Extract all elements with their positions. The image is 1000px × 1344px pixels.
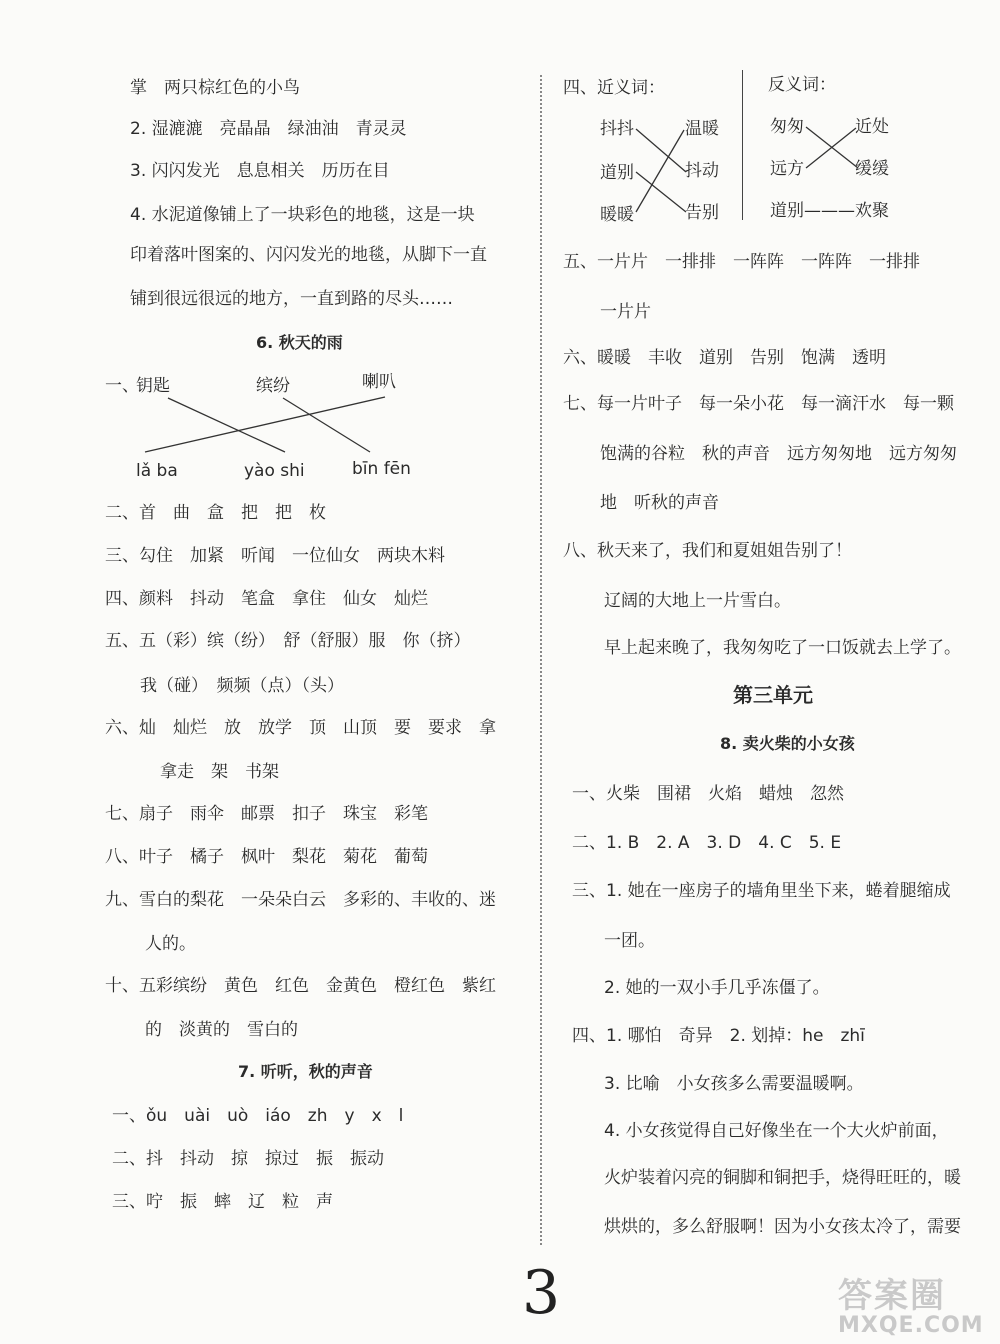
right-u2: 二、1. B 2. A 3. D 4. C 5. E <box>572 833 842 853</box>
left-q2: 二、首 曲 盒 把 把 枚 <box>105 503 326 523</box>
right-u4-d: 火炉装着闪亮的铜脚和铜把手，烧得旺旺的，暖 <box>604 1168 961 1188</box>
left-line-2: 2. 湿漉漉 亮晶晶 绿油油 青灵灵 <box>130 119 407 139</box>
synonym-right-1: 温暖 <box>685 119 719 139</box>
right-q8-a: 八、秋天来了，我们和夏姐姐告别了！ <box>563 541 852 561</box>
left-line-4: 4. 水泥道像铺上了一块彩色的地毯，这是一块 <box>130 205 475 225</box>
left-q5-a: 五、五（彩）缤（纷） 舒（舒服）服 你（挤） <box>105 631 471 651</box>
right-q5-b: 一片片 <box>600 302 651 322</box>
match-line-3 <box>283 398 370 452</box>
right-q7-a: 七、每一片叶子 每一朵小花 每一滴汗水 每一颗 <box>563 394 954 414</box>
synonym-left-3: 暖暖 <box>600 205 634 225</box>
left-q6-a: 六、灿 灿烂 放 放学 顶 山顶 要 要求 拿 <box>105 718 496 738</box>
left-q10-a: 十、五彩缤纷 黄色 红色 金黄色 橙红色 紫红 <box>105 976 496 996</box>
right-u1: 一、火柴 围裙 火焰 蜡烛 忽然 <box>572 784 844 804</box>
match-pinyin-3: bīn fēn <box>352 459 411 479</box>
right-u4-a: 四、1. 哪怕 奇异 2. 划掉：he zhī <box>572 1026 865 1046</box>
left-q9-b: 人的。 <box>145 934 196 954</box>
antonym-label: 反义词： <box>768 75 836 95</box>
left-line-5: 印着落叶图案的、闪闪发光的地毯，从脚下一直 <box>130 245 487 265</box>
right-q8-c: 早上起来晚了，我匆匆吃了一口饭就去上学了。 <box>604 638 961 658</box>
match-pinyin-2: yào shi <box>244 461 305 481</box>
left-q10-b: 的 淡黄的 雪白的 <box>145 1020 298 1040</box>
match-word-1: 钥匙 <box>136 376 170 396</box>
antonym-right-2: 缓缓 <box>855 159 889 179</box>
match-label: 一、 <box>105 376 139 396</box>
watermark-url: MXQE.COM <box>838 1313 984 1338</box>
right-u4-b: 3. 比喻 小女孩多么需要温暖啊。 <box>604 1074 864 1094</box>
left-q7: 七、扇子 雨伞 邮票 扣子 珠宝 彩笔 <box>105 804 428 824</box>
unit-3-heading: 第三单元 <box>733 683 813 707</box>
synonym-right-3: 告别 <box>685 203 719 223</box>
match-word-2: 缤纷 <box>256 376 290 396</box>
right-u4-c: 4. 小女孩觉得自己好像坐在一个大火炉前面， <box>604 1121 949 1141</box>
left-q6-b: 拿走 架 书架 <box>160 762 279 782</box>
synonym-left-1: 抖抖 <box>600 119 634 139</box>
antonym-left-1: 匆匆 <box>770 117 804 137</box>
synonym-line-1 <box>636 129 686 172</box>
match-line-1 <box>168 398 285 452</box>
left-s3: 三、咛 振 蟀 辽 粒 声 <box>112 1192 333 1212</box>
match-pinyin-1: lǎ ba <box>136 461 178 481</box>
right-q7-c: 地 听秋的声音 <box>600 493 719 513</box>
left-q3: 三、勾住 加紧 听闻 一位仙女 两块木料 <box>105 546 445 566</box>
right-q8-b: 辽阔的大地上一片雪白。 <box>604 591 791 611</box>
right-u3-b: 一团。 <box>604 931 655 951</box>
synonym-left-2: 道别 <box>600 163 634 183</box>
antonym-line-2 <box>806 128 856 168</box>
right-q5-a: 五、一片片 一排排 一阵阵 一阵阵 一排排 <box>563 252 920 272</box>
right-u3-c: 2. 她的一双小手几乎冻僵了。 <box>604 978 830 998</box>
left-q9-a: 九、雪白的梨花 一朵朵白云 多彩的、丰收的、迷 <box>105 890 496 910</box>
antonym-left-3: 道别———欢聚 <box>770 201 889 221</box>
match-word-3: 喇叭 <box>362 372 396 392</box>
right-u4-e: 烘烘的，多么舒服啊！因为小女孩太冷了，需要 <box>604 1217 961 1237</box>
left-line-6: 铺到很远很远的地方，一直到路的尽头…… <box>130 289 453 309</box>
synonym-line-2 <box>636 172 686 212</box>
right-q4-label: 四、近义词： <box>563 78 665 98</box>
watermark-logo <box>838 1268 988 1338</box>
lesson-8-title: 8. 卖火柴的小女孩 <box>720 734 855 753</box>
left-q5-b: 我（碰） 频频（点）（头） <box>140 676 344 696</box>
watermark-top-text: 答案圈 <box>838 1276 946 1316</box>
match-line-2 <box>145 397 385 452</box>
left-s1: 一、ǒu uài uò iáo zh y x l <box>112 1106 404 1126</box>
left-line-1: 掌 两只棕红色的小鸟 <box>130 78 300 98</box>
lesson-6-title: 6. 秋天的雨 <box>256 333 343 352</box>
left-q8: 八、叶子 橘子 枫叶 梨花 菊花 葡萄 <box>105 847 428 867</box>
handwritten-page-number: 3 <box>522 1258 561 1328</box>
left-s2: 二、抖 抖动 掠 掠过 振 振动 <box>112 1149 384 1169</box>
left-q4: 四、颜料 抖动 笔盒 拿住 仙女 灿烂 <box>105 589 428 609</box>
right-u3-a: 三、1. 她在一座房子的墙角里坐下来，蜷着腿缩成 <box>572 881 951 901</box>
antonym-left-2: 远方 <box>770 159 804 179</box>
synonym-line-3 <box>636 130 684 212</box>
lesson-7-title: 7. 听听，秋的声音 <box>238 1062 373 1081</box>
right-q6: 六、暖暖 丰收 道别 告别 饱满 透明 <box>563 348 886 368</box>
left-line-3: 3. 闪闪发光 息息相关 历历在目 <box>130 161 390 181</box>
right-q7-b: 饱满的谷粒 秋的声音 远方匆匆地 远方匆匆 <box>600 444 957 464</box>
synonym-right-2: 抖动 <box>685 161 719 181</box>
antonym-right-1: 近处 <box>855 117 889 137</box>
